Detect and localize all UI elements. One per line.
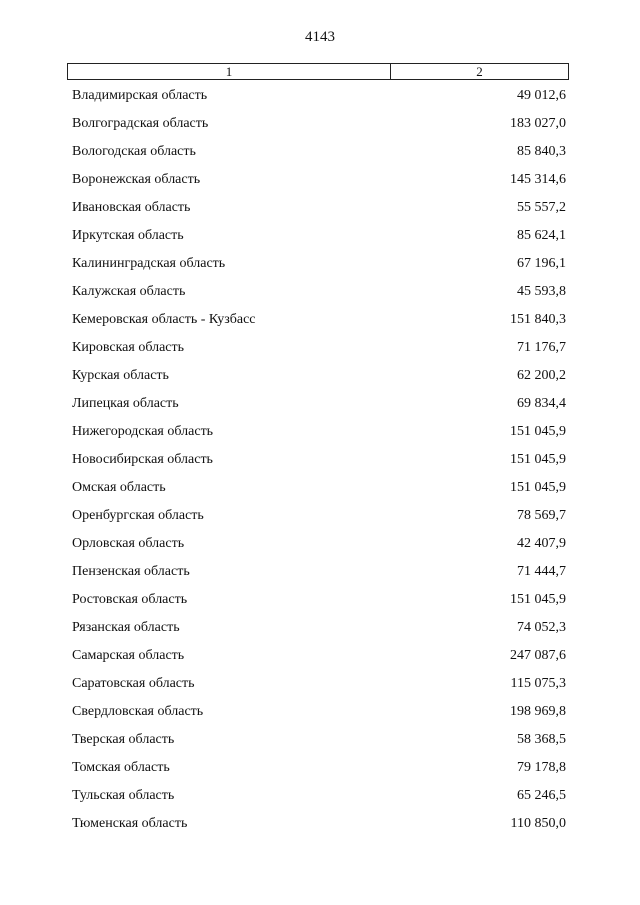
table-row (72, 446, 566, 474)
region-name: Калужская область (72, 284, 186, 299)
table-row (72, 670, 566, 698)
page-number: 4143 (305, 29, 335, 45)
region-name: Тверская область (72, 732, 175, 747)
table-row (72, 278, 566, 306)
region-name: Томская область (72, 760, 170, 775)
region-value: 145 314,6 (510, 172, 566, 187)
region-name: Тюменская область (72, 816, 188, 831)
table-row (72, 614, 566, 642)
region-name: Владимирская область (72, 88, 208, 103)
region-value: 71 444,7 (517, 564, 566, 579)
region-name: Курская область (72, 368, 169, 383)
region-name: Пензенская область (72, 564, 190, 579)
region-name: Кировская область (72, 340, 185, 355)
table-row (72, 110, 566, 138)
region-name: Оренбургская область (72, 508, 204, 523)
region-value: 58 368,5 (517, 732, 566, 747)
region-name: Кемеровская область - Кузбасс (72, 312, 256, 327)
region-value: 45 593,8 (517, 284, 566, 299)
table-row (72, 726, 566, 754)
table-body (72, 82, 566, 838)
region-name: Омская область (72, 480, 166, 495)
table-row (72, 138, 566, 166)
region-value: 65 246,5 (517, 788, 566, 803)
table-row (72, 222, 566, 250)
table-row (72, 474, 566, 502)
table-row (72, 754, 566, 782)
table-row (72, 642, 566, 670)
region-name: Орловская область (72, 536, 185, 551)
table-row (72, 558, 566, 586)
table-row (72, 418, 566, 446)
region-name: Липецкая область (72, 396, 179, 411)
table-row (72, 502, 566, 530)
table-row (72, 306, 566, 334)
table-row (72, 166, 566, 194)
region-value: 69 834,4 (517, 396, 566, 411)
region-value: 49 012,6 (517, 88, 566, 103)
region-value: 151 045,9 (510, 452, 566, 467)
region-value: 151 840,3 (510, 312, 566, 327)
region-name: Свердловская область (72, 704, 204, 719)
region-name: Саратовская область (72, 676, 195, 691)
region-value: 67 196,1 (517, 256, 566, 271)
region-value: 151 045,9 (510, 424, 566, 439)
region-value: 55 557,2 (517, 200, 566, 215)
region-name: Волгоградская область (72, 116, 209, 131)
region-value: 85 624,1 (517, 228, 566, 243)
table-row (72, 390, 566, 418)
region-value: 151 045,9 (510, 480, 566, 495)
table-row (72, 194, 566, 222)
table-row (72, 782, 566, 810)
region-value: 115 075,3 (510, 676, 566, 691)
region-value: 42 407,9 (517, 536, 566, 551)
region-value: 183 027,0 (510, 116, 566, 131)
region-value: 79 178,8 (517, 760, 566, 775)
region-name: Калининградская область (72, 256, 226, 271)
region-name: Новосибирская область (72, 452, 213, 467)
table-row (72, 698, 566, 726)
table-row (72, 82, 566, 110)
table-row (72, 334, 566, 362)
region-name: Воронежская область (72, 172, 201, 187)
region-value: 85 840,3 (517, 144, 566, 159)
column-header-2: 2 (476, 64, 483, 79)
table-row (72, 530, 566, 558)
region-value: 71 176,7 (517, 340, 566, 355)
table-header (67, 63, 569, 80)
region-value: 198 969,8 (510, 704, 566, 719)
region-name: Рязанская область (72, 620, 180, 635)
table-row (72, 250, 566, 278)
region-name: Вологодская область (72, 144, 196, 159)
region-name: Ростовская область (72, 592, 188, 607)
region-name: Иркутская область (72, 228, 184, 243)
region-value: 74 052,3 (517, 620, 566, 635)
table-row (72, 586, 566, 614)
column-header-1: 1 (68, 64, 391, 79)
table-row (72, 362, 566, 390)
region-value: 110 850,0 (510, 816, 566, 831)
region-name: Самарская область (72, 648, 185, 663)
region-value: 78 569,7 (517, 508, 566, 523)
region-value: 62 200,2 (517, 368, 566, 383)
region-value: 247 087,6 (510, 648, 566, 663)
table-row (72, 810, 566, 838)
region-name: Нижегородская область (72, 424, 214, 439)
region-name: Тульская область (72, 788, 175, 803)
region-name: Ивановская область (72, 200, 191, 215)
region-value: 151 045,9 (510, 592, 566, 607)
